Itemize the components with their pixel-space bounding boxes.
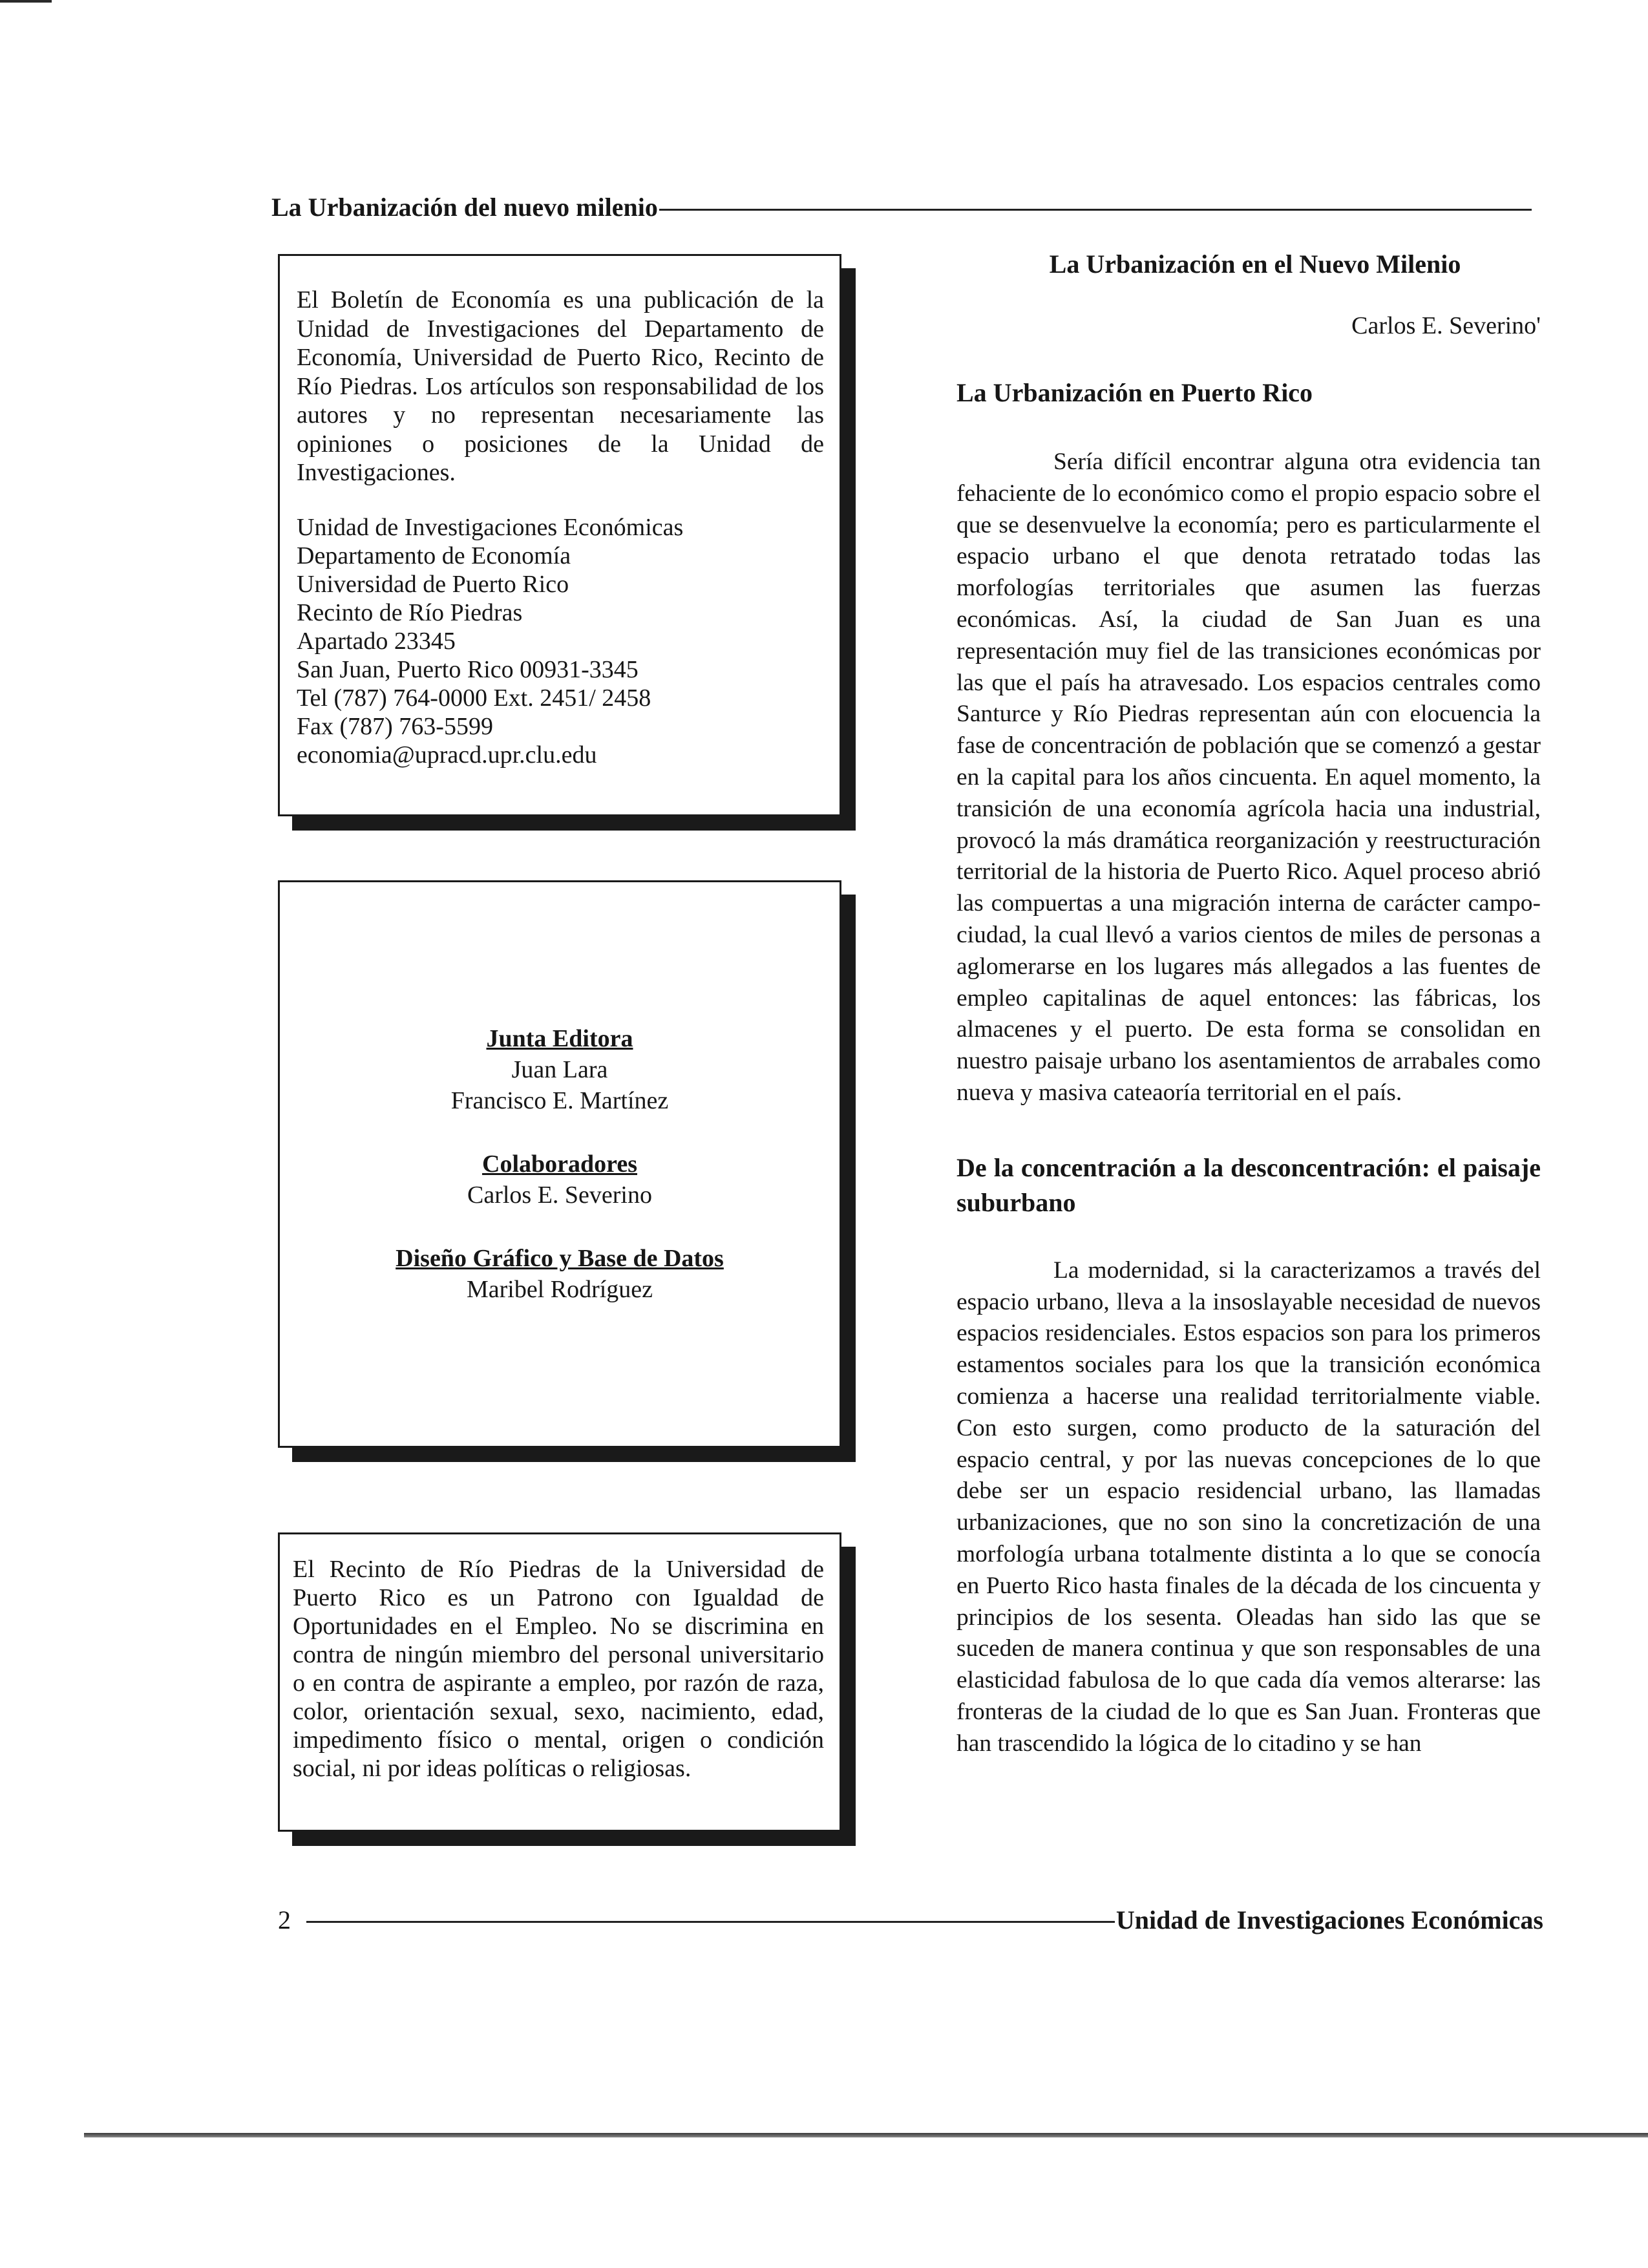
board-member: Maribel Rodríguez [466, 1276, 653, 1303]
body-paragraph: Sería difícil encontrar alguna otra evidencia tan fehaciente de lo económico como el propio espacio sobre el que se desenvuelve la economía; pero es particularmente el espacio urbano el que denota retratado todas las morfologías territoriales que asumen las fuerzas económicas. Así, la ciudad de San Juan es una representación muy fiel de las transiciones económicas por las que el país ha atravesado. Los espacios centrales como Santurce y Río Piedras representan aún con elocuencia la fase de concentración de población que se comenzó a gestar en la capital para los años cincuenta. En aquel momento, la transición de una economía agrícola hacia una industrial, provocó la más dramática reorganización y reestructuración territorial de la historia de Puerto Rico. Aquel proceso abrió las compuertas a una migración interna de carácter campo-ciudad, la cual llevó a varios cientos de miles de personas a aglomerarse en los lugares más allegados a las fuentes de empleo capitalinas de aquel entonces: las fábricas, los almacenes y el puerto. De esta forma se consolidan en nuestro paisaje urbano los asentamientos de arrabales como nueva y masiva cateaoría territorial en el país. [956, 449, 1541, 1106]
board-heading: Diseño Gráfico y Base de Datos [396, 1245, 724, 1272]
section-heading-urbanizacion: La Urbanización en Puerto Rico [956, 378, 1313, 407]
board-group-diseno [280, 1243, 840, 1305]
board-member: Francisco E. Martínez [450, 1087, 669, 1114]
contact-address [297, 513, 824, 769]
equal-opportunity-box [278, 1532, 841, 1832]
running-header-title: La Urbanización del nuevo milenio [271, 192, 658, 222]
fax-line: Fax (787) 763-5599 [297, 712, 493, 740]
editorial-board-content [280, 1023, 840, 1337]
editorial-board-box [278, 880, 841, 1448]
board-group-junta [280, 1023, 840, 1116]
page-footer [278, 1900, 1543, 1939]
phone-line: Tel (787) 764-0000 Ext. 2451/ 2458 [297, 684, 651, 712]
section-heading-desconcentracion: De la concentración a la desconcentración: el paisaje suburbano [956, 1152, 1541, 1217]
address-line: Universidad de Puerto Rico [297, 570, 569, 598]
publication-info-box [278, 254, 841, 816]
address-line: Apartado 23345 [297, 627, 456, 655]
running-header [271, 184, 1532, 229]
address-line: Recinto de Río Piedras [297, 599, 523, 626]
article-author: Carlos E. Severino' [1351, 312, 1541, 339]
board-heading: Junta Editora [486, 1025, 633, 1052]
scan-edge-bottom [84, 2133, 1648, 2137]
page-number: 2 [278, 1905, 291, 1934]
email-line: economia@upracd.upr.clu.edu [297, 741, 597, 768]
article-title: La Urbanización en el Nuevo Milenio [1049, 249, 1461, 279]
address-line: San Juan, Puerto Rico 00931-3345 [297, 655, 639, 683]
equal-opportunity-paragraph: El Recinto de Río Piedras de la Universidad de Puerto Rico es un Patrono con Igualdad de Oportunidades en el Empleo. No se discrimina en contra de ningún miembro del personal universitario o en contra de aspirante a empleo, por razón de raza, color, orientación sexual, sexo, nacimiento, edad, impedimento físico o mental, origen o condición social, ni por ideas políticas o religiosas. [293, 1556, 824, 1782]
body-paragraph: La modernidad, si la caracterizamos a través del espacio urbano, lleva a la insoslayable necesidad de nuevos espacios residenciales. Estos espacios son para los primeros estamentos sociales para los que la transición económica comienza a hacerse una realidad territorialmente viable. Con esto surgen, como producto de la saturación del espacio central, y por las nuevas concepciones de lo que debe ser un espacio residencial urbano, las llamadas urbanizaciones, que no son sino la concretización de una morfología urbana totalmente distinta a lo que se conocía en Puerto Rico hasta finales de la década de los cincuenta y principios de los sesenta. Oleadas han sido las que se suceden de manera continua y que son responsables de una elasticidad fabulosa de lo que cada día vemos alterarse: las fronteras de la ciudad de lo que es San Juan. Fronteras que han trascendido la lógica de lo citadino y se han [956, 1256, 1541, 1757]
footer-publisher: Unidad de Investigaciones Económicas [1115, 1905, 1543, 1934]
article-column [956, 249, 1541, 1759]
address-line: Departamento de Economía [297, 542, 571, 569]
scan-artifact-top [0, 0, 52, 3]
header-rule [659, 209, 1532, 211]
board-member: Carlos E. Severino [467, 1182, 652, 1209]
address-line: Unidad de Investigaciones Económicas [297, 513, 684, 541]
board-heading: Colaboradores [482, 1150, 637, 1178]
board-group-colaboradores [280, 1149, 840, 1211]
board-member: Juan Lara [511, 1056, 608, 1083]
publication-info-paragraph: El Boletín de Economía es una publicación de la Unidad de Investigaciones del Departamento de Economía, Universidad de Puerto Rico, Recinto de Río Piedras. Los artículos son responsabilidad de los autores y no representan necesariamente las opiniones o posiciones de la Unidad de Investigaciones. [297, 286, 824, 486]
footer-rule [306, 1921, 1115, 1923]
